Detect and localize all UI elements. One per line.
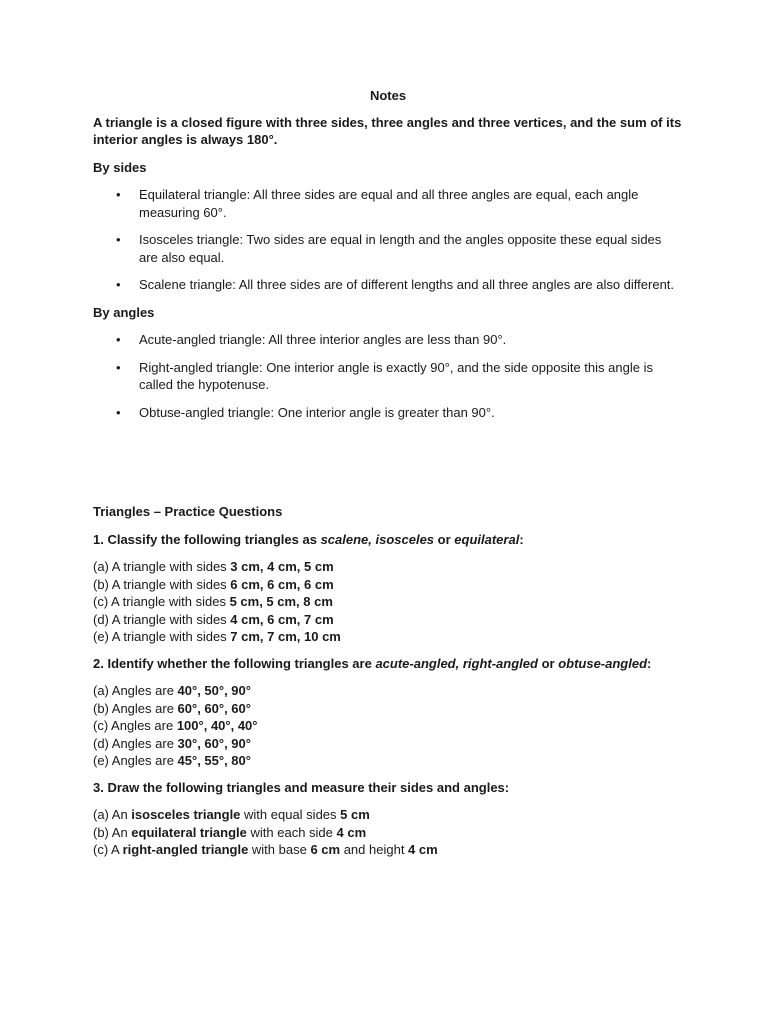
list-item: (b) An equilateral triangle with each side 4 cm: [93, 824, 367, 840]
by-angles-list: [93, 331, 683, 421]
question-1-items: [93, 558, 683, 646]
bullet-icon: •: [116, 359, 121, 375]
notes-title: Notes: [369, 88, 407, 103]
by-sides-heading: By sides: [93, 159, 147, 175]
notes-intro: A triangle is a closed figure with three sides, three angles and three vertices, and the sum of its interior angles is always 180°.: [93, 114, 682, 147]
by-sides-list: [93, 186, 683, 294]
list-item: • Obtuse-angled triangle: One interior angle is greater than 90°.: [116, 404, 495, 420]
by-angles-heading: By angles: [93, 304, 155, 320]
list-item: (a) A triangle with sides 3 cm, 4 cm, 5 cm: [93, 559, 334, 574]
list-item: (d) A triangle with sides 4 cm, 6 cm, 7 cm: [93, 611, 334, 627]
bullet-icon: •: [116, 332, 121, 347]
question-2: 2. Identify whether the following triangles are acute-angled, right-angled or obtuse-angled:: [93, 655, 652, 671]
list-item: (c) A triangle with sides 5 cm, 5 cm, 8 cm: [93, 594, 333, 609]
list-item: (e) Angles are 45°, 55°, 80°: [93, 753, 251, 768]
list-item: (b) A triangle with sides 6 cm, 6 cm, 6 cm: [93, 576, 334, 592]
question-3-items: [93, 806, 683, 859]
list-item: (a) Angles are 40°, 50°, 90°: [93, 683, 251, 698]
list-item: (c) A right-angled triangle with base 6 cm and height 4 cm: [93, 842, 438, 857]
bullet-icon: •: [116, 187, 121, 202]
list-item: • Acute-angled triangle: All three interior angles are less than 90°.: [116, 332, 507, 347]
notes-section: [93, 87, 683, 431]
question-2-items: [93, 682, 683, 770]
bullet-icon: •: [116, 277, 121, 292]
list-item: • Right-angled triangle: One interior angle is exactly 90°, and the side opposite this angle is called the hypotenuse.: [116, 359, 653, 392]
list-item: (e) A triangle with sides 7 cm, 7 cm, 10 cm: [93, 629, 341, 644]
list-item: (c) Angles are 100°, 40°, 40°: [93, 718, 258, 733]
list-item: (a) An isosceles triangle with equal sides 5 cm: [93, 807, 370, 822]
bullet-icon: •: [116, 232, 121, 247]
question-1: 1. Classify the following triangles as scalene, isosceles or equilateral:: [93, 531, 524, 547]
bullet-icon: •: [116, 404, 121, 420]
practice-title: Triangles – Practice Questions: [93, 504, 283, 519]
list-item: (d) Angles are 30°, 60°, 90°: [93, 735, 251, 751]
list-item: • Equilateral triangle: All three sides are equal and all three angles are equal, each angle measuring 60°.: [116, 187, 639, 220]
list-item: (b) Angles are 60°, 60°, 60°: [93, 700, 251, 716]
list-item: • Isosceles triangle: Two sides are equal in length and the angles opposite these equal sides are also equal.: [116, 232, 662, 265]
question-3: 3. Draw the following triangles and measure their sides and angles:: [93, 779, 510, 795]
practice-section: [93, 503, 683, 868]
list-item: • Scalene triangle: All three sides are of different lengths and all three angles are also different.: [116, 277, 675, 292]
